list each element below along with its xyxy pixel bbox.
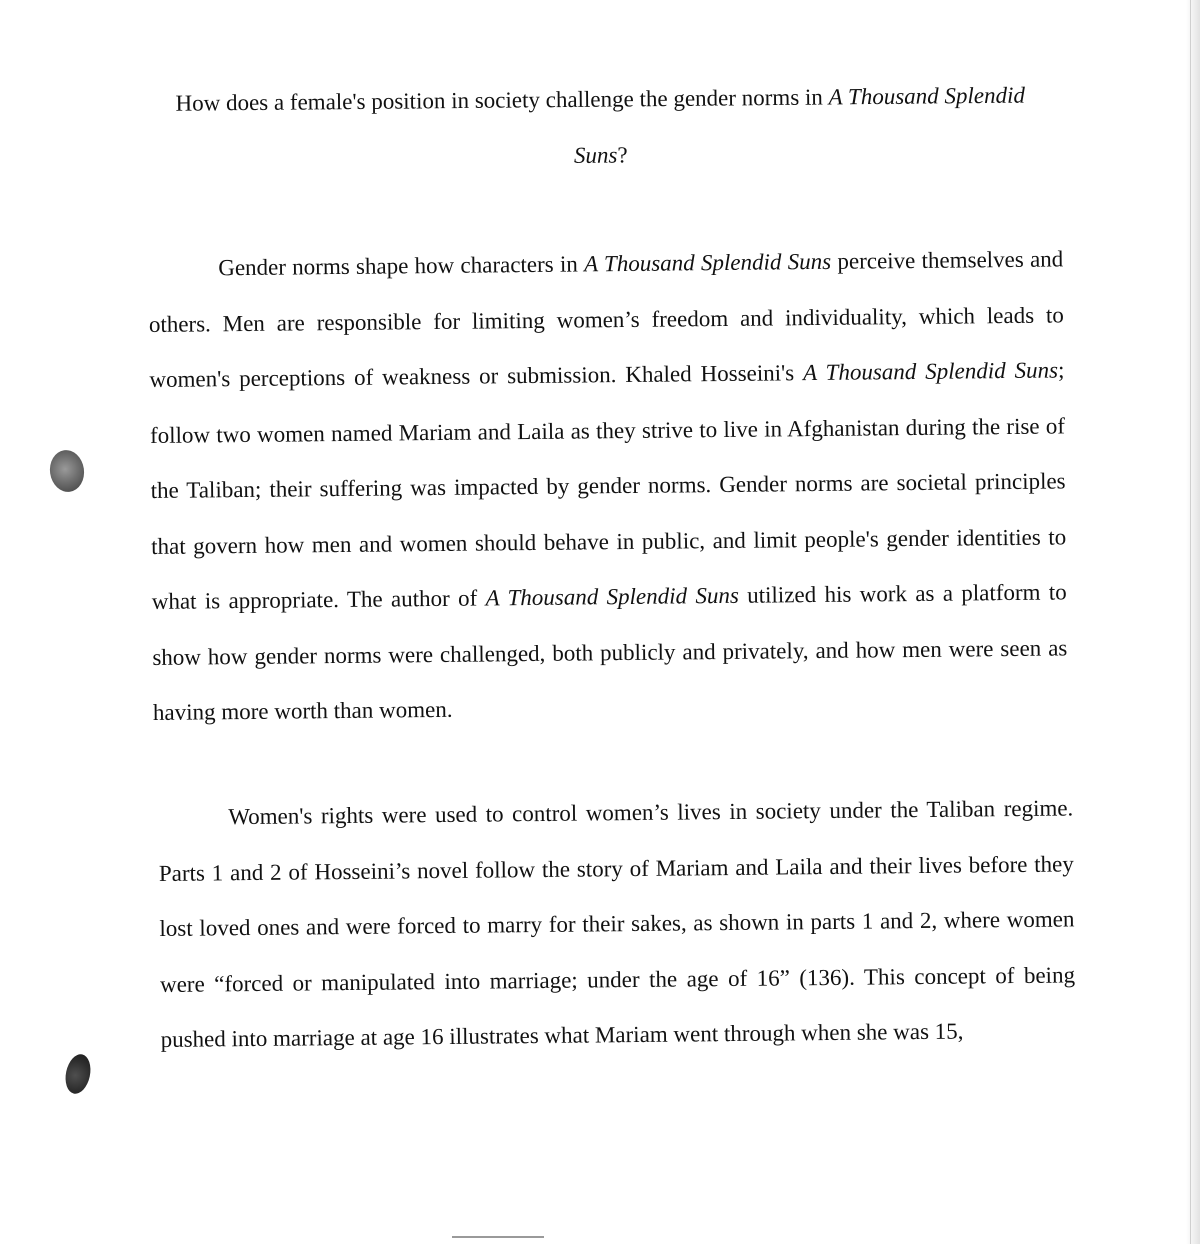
para2-text: Women's rights were used to control women’s lives in society under the Taliban regime. Parts 1 and 2 of Hosseini’s novel follow the story of Mariam and Laila and their lives before they lost loved ones and were forced to marry for their sakes, as shown in parts 1 and 2, where women were “forced or manipulated into marriage; under the age of 16” (136). This concept of being pushed into marriage at age 16 illustrates what Mariam went through when she was 15, (158, 795, 1076, 1052)
scan-artifact-line (452, 1236, 544, 1238)
scan-edge-line (1190, 0, 1191, 1244)
scan-page-edge (1186, 0, 1200, 1244)
title-book-name: A Thousand Splendid Suns (573, 82, 1026, 168)
para1-text-2: perceive themselves and others. Men are responsible for limiting women’s freedom and individuality, which leads to women's perceptions of weakness or submission. Khaled Hosseini's (148, 246, 1064, 392)
title-suffix: ? (617, 142, 628, 168)
essay-title (150, 67, 1051, 188)
punch-hole-bottom (62, 1052, 94, 1096)
paragraph-2 (158, 780, 1076, 1067)
para1-book-title-2: A Thousand Splendid Suns (802, 357, 1059, 386)
para1-text-1: Gender norms shape how characters in (218, 251, 585, 281)
paragraph-1 (148, 231, 1068, 740)
punch-hole-top (47, 448, 87, 494)
para1-text-3: ; follow two women named Mariam and Laila as they strive to live in Afghanistan during the rise of the Taliban; their suffering was impacted by gender norms. Gender norms are societal principles that govern how men and women should behave in public, and limit people's gender identities to what is appropriate. The author of (149, 357, 1067, 614)
title-prefix: How does a female's position in society challenge the gender norms in (175, 84, 829, 116)
para1-book-title-3: A Thousand Splendid Suns (485, 582, 739, 611)
para1-book-title-1: A Thousand Splendid Suns (583, 248, 832, 277)
para1-text-4: utilized his work as a platform to show how gender norms were challenged, both publicly and privately, and how men were seen as having more worth than women. (152, 579, 1068, 725)
